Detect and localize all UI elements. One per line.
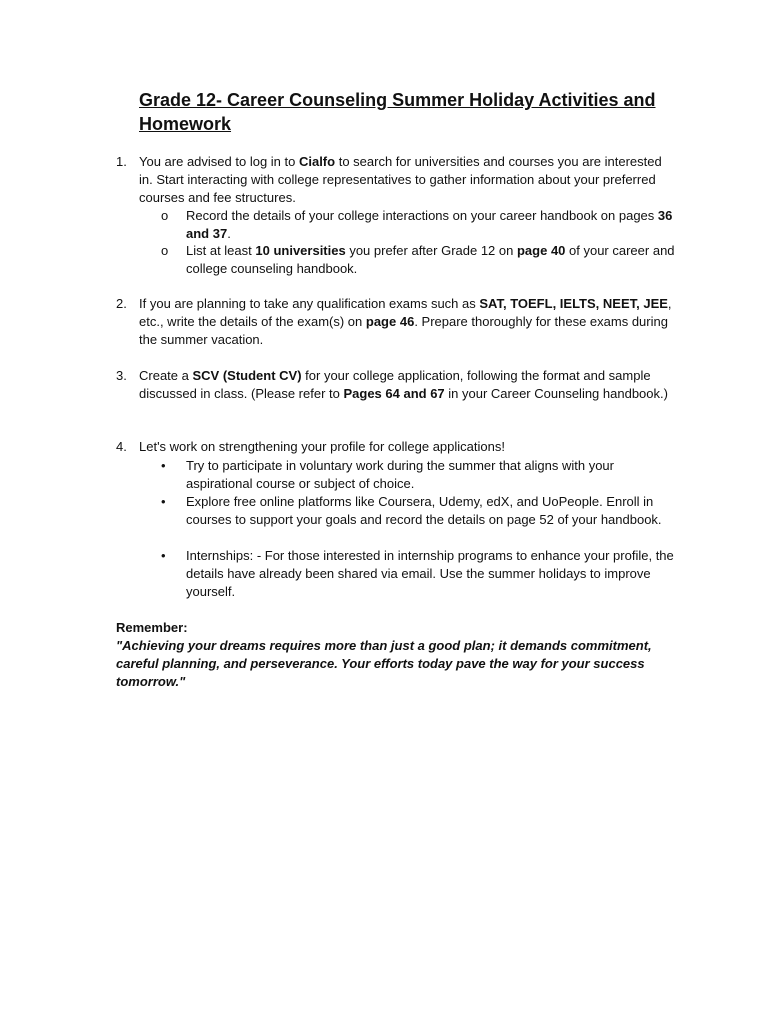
item-3-text [139,367,679,403]
item-4-sub-2 [186,493,676,529]
text-run-2: you prefer after Grade 12 on [345,243,517,258]
text-run-2: . [227,226,231,241]
item-1-sub-2 [186,242,676,278]
text-run-4: in your Career Counseling handbook.) [444,386,668,401]
text-run-2: to search for universities and courses you are interested in. Start interacting with college representatives to gather information about your preferred courses and fee structures. [139,154,662,205]
remember-section [116,619,686,691]
text-run-4: . Prepare thoroughly for these exams during the summer vacation. [139,314,668,347]
text-run-2: for your college application, following the format and sample discussed in class. (Please refer to [139,368,651,401]
text-run-2: , etc., write the details of the exam(s) on [139,296,672,329]
text-run-0: If you are planning to take any qualification exams such as [139,296,480,311]
text-run-0: List at least [186,243,256,258]
item-3-number: 3. [116,368,127,383]
text-run-0: You are advised to log in to [139,154,299,169]
item-4-sub-3 [186,547,676,601]
bold-run-3: Pages 64 and 67 [343,386,445,401]
item-2-text [139,295,679,349]
motivational-quote: "Achieving your dreams requires more than just a good plan; it demands commitment, careful planning, and perseverance. Your efforts today pave the way for your success tomorrow." [116,638,652,689]
bold-run-1: SAT, TOEFL, IELTS, NEET, JEE [479,296,668,311]
document-title: Grade 12- Career Counseling Summer Holiday Activities and Homework [139,90,656,134]
bold-run-1: Cialfo [298,154,336,169]
text-run-0: Create a [139,368,193,383]
item-4-sub-1 [186,457,676,493]
item-1-number: 1. [116,154,127,169]
bold-run-3: page 40 [516,243,566,258]
text-run-0: Explore free online platforms like Coursera, Udemy, edX, and UoPeople. Enroll in courses to support your goals and record the details on page 52 of your handbook. [186,494,662,527]
item-4-number: 4. [116,439,127,454]
item-1-text [139,153,679,207]
item-2-number: 2. [116,296,127,311]
bold-run-1: SCV (Student CV) [192,368,302,383]
text-run-0: Let's work on strengthening your profile for college applications! [139,439,505,454]
item-4-sub-1-marker: • [161,458,166,473]
item-4-text [139,438,679,456]
item-4-sub-3-marker: • [161,548,166,563]
item-4-sub-2-marker: • [161,494,166,509]
item-1-sub-1 [186,207,676,243]
text-run-0: Try to participate in voluntary work during the summer that aligns with your aspirational course or subject of choice. [186,458,614,491]
text-run-0: Internships: - For those interested in internship programs to enhance your profile, the details have already been shared via email. Use the summer holidays to improve yourself. [186,548,674,599]
bold-run-1: 10 universities [255,243,346,258]
item-1-sub-1-marker: o [161,208,169,223]
remember-label: Remember: [116,620,188,635]
text-run-0: Record the details of your college interactions on your career handbook on pages [186,208,658,223]
bold-run-3: page 46 [365,314,415,329]
text-run-4: of your career and college counseling handbook. [186,243,675,276]
item-1-sub-2-marker: o [161,243,169,258]
bold-run-1: 36 and 37 [186,208,673,241]
